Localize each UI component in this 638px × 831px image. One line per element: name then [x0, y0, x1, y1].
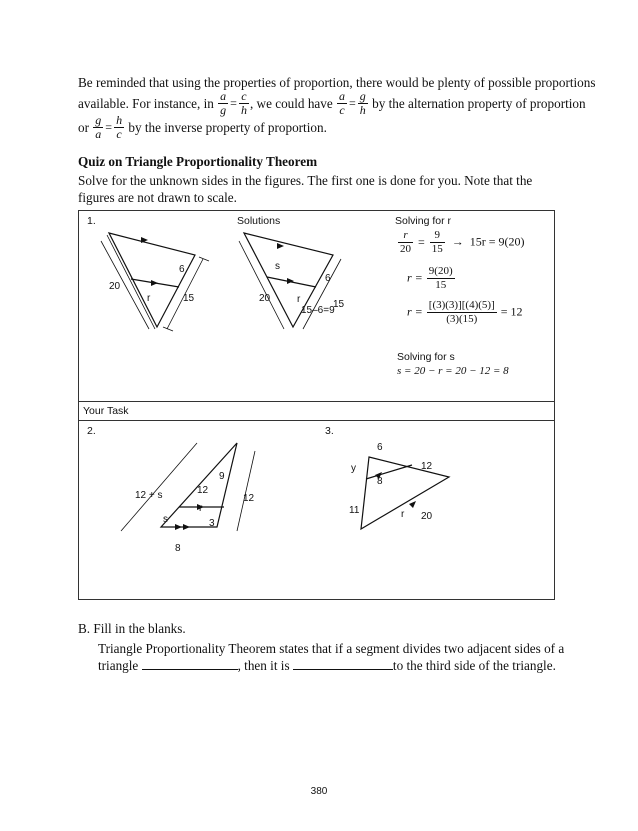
intro-text: available. For instance, in — [78, 95, 214, 111]
fig1-label-right: 15 — [183, 293, 195, 304]
fig2-label-base: 8 — [175, 543, 181, 554]
intro-text: by the inverse property of proportion. — [128, 119, 327, 135]
solving-s-label: Solving for s — [397, 351, 455, 363]
sol-label-right: 15 — [333, 299, 345, 310]
quiz-instructions: Solve for the unknown sides in the figures. The first one is done for you. Note that the figures are not drawn to scale. — [78, 173, 533, 205]
arrow-mark — [409, 501, 416, 508]
fraction-h-c: $\frac{h}{c}$ — [116, 112, 123, 141]
intro-text: by the alternation property of proportion — [372, 95, 586, 111]
fig3-label-y: y — [351, 463, 356, 474]
quiz-title: Quiz on Triangle Proportionality Theorem — [78, 154, 318, 169]
fig1-label-inner: r — [147, 293, 151, 304]
intro-line-1: Be reminded that using the properties of proportion, there would be plenty of possible proportions — [78, 75, 596, 90]
item-1-number: 1. — [87, 215, 96, 227]
equation-1: $\frac{r}{20}$ = $\frac{9}{15}$ → 15r = 9(20) — [400, 229, 525, 255]
equals-sign: = — [349, 95, 356, 110]
quiz-box — [78, 210, 555, 600]
equals-sign: = — [105, 119, 113, 134]
fig3-label-base: 20 — [421, 511, 433, 522]
intro-paragraph — [78, 74, 596, 141]
fig2-label-c: 3 — [209, 518, 215, 529]
fig2-label-left: 12 + s — [135, 490, 163, 501]
figure-3-triangle — [361, 457, 449, 529]
equation-3: r = $\frac{[(3)(3)][(4)(5)]}{(3)(15)}$ = 12 — [407, 299, 523, 325]
item-3-number: 3. — [325, 425, 334, 437]
sol-label-bottom: 15–6=9 — [301, 305, 335, 316]
equation-2: r = $\frac{9(20)}{15}$ — [407, 265, 453, 291]
answer-blank-2[interactable] — [293, 657, 393, 670]
part-b-sentence-1: Triangle Proportionality Theorem states that if a segment divides two adjacent sides of a — [98, 641, 565, 656]
intro-line-2 — [78, 88, 586, 117]
fraction-g-h: $\frac{g}{h}$ — [359, 88, 366, 117]
arrow-mark — [175, 524, 182, 530]
intro-line-3 — [78, 112, 564, 141]
fig3-label-top: 6 — [377, 442, 383, 453]
fig2-label-s: s — [163, 514, 168, 525]
fig2-label-right: 12 — [243, 493, 255, 504]
arrow-mark — [183, 524, 190, 530]
fraction-c-h: $\frac{c}{h}$ — [240, 88, 247, 117]
your-task-label: Your Task — [83, 405, 129, 417]
figure-2-triangle — [121, 443, 255, 531]
sol-label-inner: r — [297, 294, 301, 305]
part-b-sentence-2: triangle , then it is to the third side of the triangle. — [98, 658, 556, 673]
solutions-label: Solutions — [237, 215, 281, 227]
divider — [79, 420, 554, 421]
divider — [79, 401, 554, 402]
fig3-label-left: 11 — [349, 505, 360, 516]
sol-label-top: 6 — [325, 273, 331, 284]
arrow-mark — [287, 278, 294, 284]
fig3-label-r: r — [401, 509, 405, 520]
fig1-label-top: 6 — [179, 264, 185, 275]
item-2-number: 2. — [87, 425, 96, 437]
solving-r-label: Solving for r — [395, 215, 452, 227]
part-b — [78, 620, 568, 674]
fig2-label-b: 9 — [219, 471, 225, 482]
fig2-label-a: 12 — [197, 485, 209, 496]
equals-sign: = — [230, 95, 237, 110]
answer-blank-1[interactable] — [142, 657, 238, 670]
fraction-a-c: $\frac{a}{c}$ — [339, 88, 346, 117]
fig1-label-side: 20 — [109, 281, 121, 292]
fig3-label-right: 12 — [421, 461, 433, 472]
fig3-label-mid: 8 — [377, 476, 383, 487]
sol-label-s: s — [275, 261, 280, 272]
arrow-mark — [151, 280, 158, 286]
intro-text: , we could have — [249, 95, 333, 111]
figures-canvas — [79, 211, 554, 599]
fig2-label-r: r — [199, 503, 203, 514]
part-b-heading: B. Fill in the blanks. — [78, 621, 186, 636]
sol-label-side: 20 — [259, 293, 271, 304]
equation-s: s = 20 − r = 20 − 12 = 8 — [397, 365, 509, 377]
arrow-mark — [277, 243, 284, 249]
page-number: 380 — [310, 786, 328, 797]
intro-text: or — [78, 119, 89, 135]
fraction-g-a: $\frac{g}{a}$ — [95, 112, 102, 141]
fraction-a-g: $\frac{a}{g}$ — [220, 88, 227, 117]
